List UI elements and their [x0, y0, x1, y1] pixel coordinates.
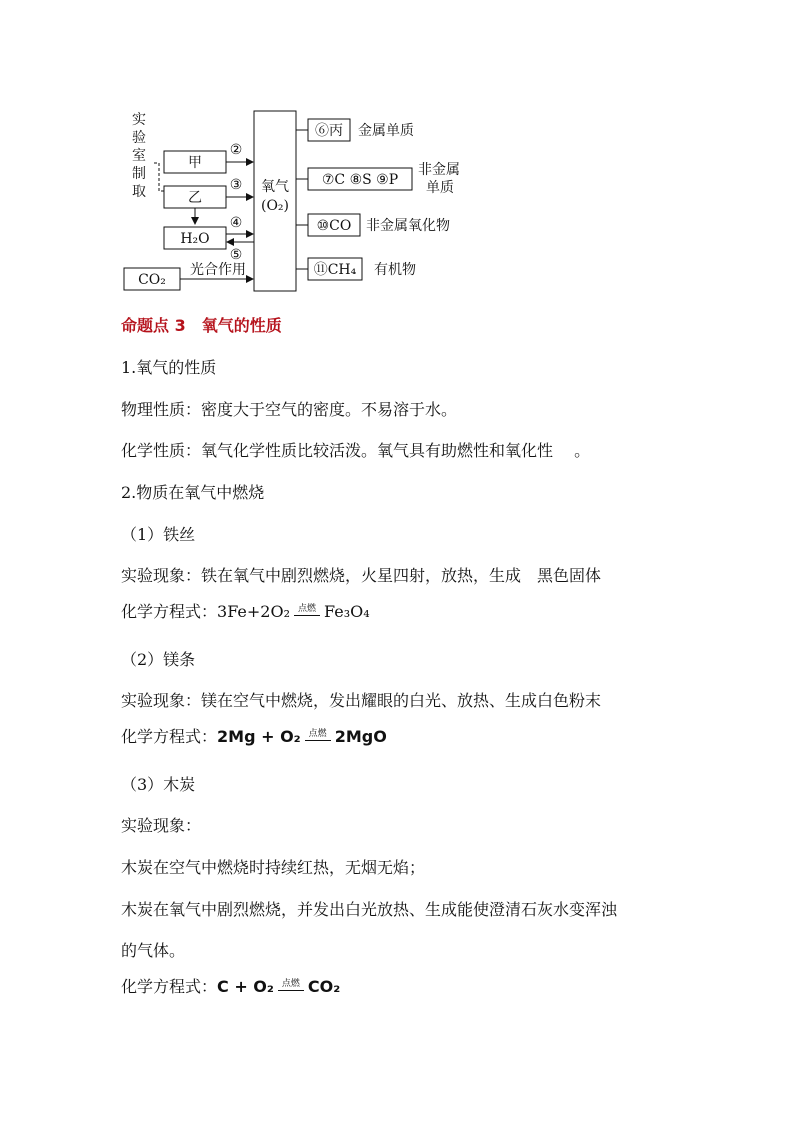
lab-char-3: 室: [132, 148, 146, 164]
eq-prefix: 化学方程式：: [121, 602, 218, 621]
c-rhs: CO₂: [307, 977, 341, 996]
num-3: ③: [229, 177, 243, 193]
metal-box: ⑥丙: [315, 123, 343, 139]
metal-label: 金属单质: [358, 123, 414, 139]
co2-box: CO₂: [138, 272, 166, 288]
iron-rhs: Fe₃O₄: [324, 602, 370, 621]
mg-heading: （2）镁条: [121, 650, 196, 669]
water-box: H₂O: [180, 231, 210, 247]
ignite-condition: 点燃: [278, 979, 304, 997]
num-2: ②: [229, 142, 243, 158]
section-heading: 命题点 3 氧气的性质: [121, 316, 282, 335]
nonmetal-box: ⑦C ⑧S ⑨P: [321, 172, 399, 188]
num-4: ④: [229, 215, 243, 231]
lab-char-5: 取: [132, 184, 146, 200]
ignite-condition: 点燃: [294, 604, 320, 622]
organic-label: 有机物: [374, 262, 416, 278]
c-lhs: C + O₂: [217, 977, 274, 996]
photosynthesis-label: 光合作用: [190, 262, 246, 278]
yi-box: 乙: [188, 190, 202, 206]
lab-char-4: 制: [132, 166, 146, 182]
ch4-box: ⑪CH₄: [313, 262, 357, 278]
physical-properties: 物理性质：密度大于空气的密度。不易溶于水。: [121, 400, 458, 419]
c-phenomenon-label: 实验现象：: [121, 816, 202, 835]
mg-rhs: 2MgO: [334, 727, 387, 746]
subsection-1: 1.氧气的性质: [121, 358, 217, 377]
oxygen-label: 氧气: [261, 179, 289, 195]
subsection-2: 2.物质在氧气中燃烧: [121, 483, 265, 502]
c-oxygen-2: 的气体。: [121, 941, 186, 960]
co-box: ⑩CO: [316, 218, 352, 234]
c-air: 木炭在空气中燃烧时持续红热，无烟无焰；: [121, 858, 426, 877]
jia-box: 甲: [188, 155, 202, 171]
diagram-svg: [118, 108, 488, 300]
nonmetal-label-2: 单质: [426, 180, 454, 196]
nonmetal-label-1: 非金属: [418, 162, 460, 178]
iron-phenomenon: 实验现象：铁在氧气中剧烈燃烧，火星四射，放热，生成 黑色固体: [121, 566, 602, 585]
lab-char-2: 验: [132, 130, 146, 146]
num-5: ⑤: [229, 247, 243, 263]
mg-phenomenon: 实验现象：镁在空气中燃烧，发出耀眼的白光、放热、生成白色粉末: [121, 691, 602, 710]
lab-char-1: 实: [132, 112, 146, 128]
oxygen-formula: (O₂): [260, 198, 290, 214]
chemical-properties: 化学性质：氧气化学性质比较活泼。氧气具有助燃性和氧化性 。: [121, 441, 591, 460]
iron-heading: （1）铁丝: [121, 525, 196, 544]
iron-equation: [121, 602, 370, 622]
c-oxygen-1: 木炭在氧气中剧烈燃烧，并发出白光放热、生成能使澄清石灰水变浑浊: [121, 900, 618, 919]
c-heading: （3）木炭: [121, 775, 196, 794]
iron-lhs: 3Fe+2O₂: [217, 602, 291, 621]
oxide-label: 非金属氧化物: [366, 218, 450, 234]
oxygen-relation-diagram: [118, 108, 488, 300]
mg-equation: [121, 727, 387, 747]
eq-prefix: 化学方程式：: [121, 727, 218, 746]
eq-prefix: 化学方程式：: [121, 977, 218, 996]
mg-lhs: 2Mg + O₂: [217, 727, 301, 746]
ignite-condition: 点燃: [305, 729, 331, 747]
c-equation: [121, 977, 340, 997]
